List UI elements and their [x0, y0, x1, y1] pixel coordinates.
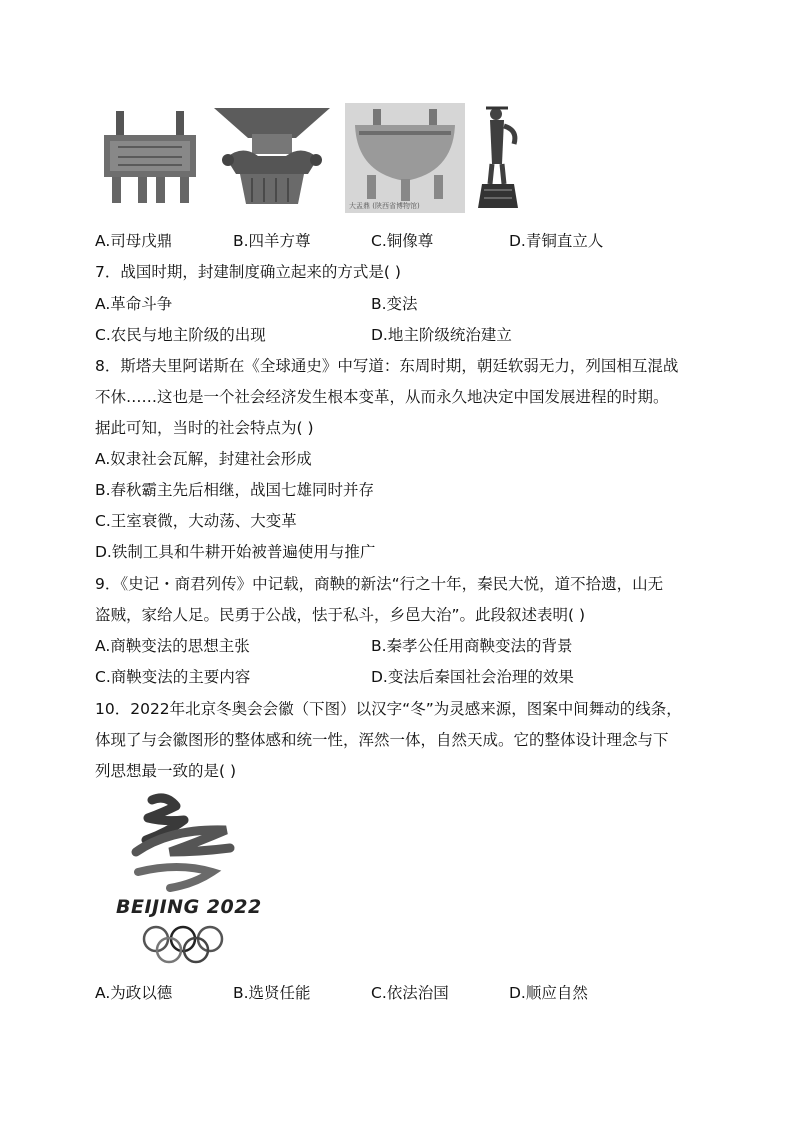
q7-option-b: B.变法 [371, 295, 418, 313]
q8-option-c: C.王室衰微，大动荡、大变革 [95, 512, 297, 530]
emblem-text: BEIJING 2022 [116, 896, 262, 918]
q10-stem-line-3: 列思想最一致的是( ) [95, 762, 237, 780]
olympic-rings-icon [138, 924, 248, 966]
q10-stem-line-2: 体现了与会徽图形的整体感和统一性，浑然一体，自然天成。它的整体设计理念与下 [95, 731, 669, 749]
q9-option-a: A.商鞅变法的思想主张 [95, 637, 250, 655]
image-simuwu-ding [98, 107, 202, 207]
q8-option-b: B.春秋霸主先后相继，战国七雄同时并存 [95, 481, 375, 499]
q7-stem: 7．战国时期，封建制度确立起来的方式是( ) [95, 263, 401, 281]
q8-stem-line-1: 8．斯塔夫里阿诺斯在《全球通史》中写道：东周时期，朝廷软弱无力，列国相互混战 [95, 357, 679, 375]
beijing-2022-emblem [108, 792, 262, 967]
q8-option-a: A.奴隶社会瓦解，封建社会形成 [95, 450, 312, 468]
q8-stem-line-3: 据此可知，当时的社会特点为( ) [95, 419, 314, 437]
q10-option-b: B.选贤任能 [233, 984, 311, 1002]
q10-option-c: C.依法治国 [371, 984, 449, 1002]
q6-option-c: C.铜像尊 [371, 232, 434, 250]
q8-option-d: D.铁制工具和牛耕开始被普遍使用与推广 [95, 543, 376, 561]
q9-option-d: D.变法后秦国社会治理的效果 [371, 668, 574, 686]
q8-stem-line-2: 不休……这也是一个社会经济发生根本变革，从而永久地决定中国发展进程的时期。 [95, 388, 669, 406]
q6-option-b: B.四羊方尊 [233, 232, 311, 250]
q7-option-c: C.农民与地主阶级的出现 [95, 326, 266, 344]
q9-option-b: B.秦孝公任用商鞅变法的背景 [371, 637, 573, 655]
q7-option-a: A.革命斗争 [95, 295, 173, 313]
q9-option-c: C.商鞅变法的主要内容 [95, 668, 251, 686]
image-dayu-ding [345, 103, 465, 213]
q9-stem-line-2: 盗贼，家给人足。民勇于公战，怯于私斗，乡邑大治”。此段叙述表明( ) [95, 606, 586, 624]
q7-option-d: D.地主阶级统治建立 [371, 326, 512, 344]
image-siyang-fangzun [212, 104, 332, 210]
q6-option-a: A.司母戊鼎 [95, 232, 173, 250]
image-caption: 大盂鼎 (陕西省博物馆) [349, 202, 420, 210]
q10-option-d: D.顺应自然 [509, 984, 588, 1002]
image-bronze-standing-figure [474, 104, 522, 212]
emblem-dong-symbol [108, 792, 258, 892]
q10-option-a: A.为政以德 [95, 984, 173, 1002]
q6-option-d: D.青铜直立人 [509, 232, 604, 250]
q10-stem-line-1: 10．2022年北京冬奥会会徽（下图）以汉字“冬”为灵感来源，图案中间舞动的线条， [95, 700, 682, 718]
q9-stem-line-1: 9．《史记・商君列传》中记载，商鞅的新法“行之十年，秦民大悦，道不拾遗，山无 [95, 575, 664, 593]
